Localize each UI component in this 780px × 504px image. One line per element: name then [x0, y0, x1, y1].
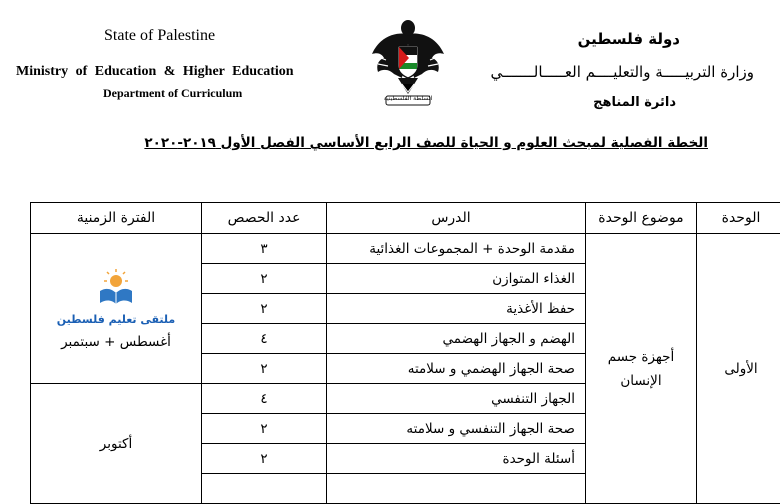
forum-logo-text: ملتقى تعليم فلسطين: [56, 313, 176, 326]
lesson-cell: صحة الجهاز الهضمي و سلامته: [327, 354, 586, 384]
lesson-cell: الجهاز التنفسي: [327, 384, 586, 414]
lesson-cell: الغذاء المتوازن: [327, 264, 586, 294]
header-topic: موضوع الوحدة: [586, 203, 697, 234]
table-header-row: [31, 203, 780, 234]
period-cell-second: أكتوبر: [31, 384, 202, 504]
period-first-text: أغسطس + سبتمبر: [31, 334, 201, 350]
lesson-cell: صحة الجهاز التنفسي و سلامته: [327, 414, 586, 444]
count-cell: ٢: [202, 264, 327, 294]
english-state-name: State of Palestine: [104, 27, 215, 45]
topic-text: أجهزة جسم الإنسان: [601, 345, 681, 393]
header-unit: الوحدة: [697, 203, 780, 234]
arabic-department-name: دائرة المناهج: [593, 95, 676, 110]
lesson-cell-empty: [327, 474, 586, 504]
english-ministry-name: Ministry of Education & Higher Education: [16, 64, 294, 80]
lesson-cell: مقدمة الوحدة + المجموعات الغذائية: [327, 234, 586, 264]
lesson-cell: حفظ الأغذية: [327, 294, 586, 324]
header-count: عدد الحصص: [202, 203, 327, 234]
count-cell-empty: [202, 474, 327, 504]
table-row: [31, 234, 780, 264]
lesson-cell: أسئلة الوحدة: [327, 444, 586, 474]
topic-cell: [586, 234, 697, 504]
book-sun-icon: [96, 267, 136, 307]
count-cell: ٣: [202, 234, 327, 264]
count-cell: ٤: [202, 384, 327, 414]
period-cell-first: [31, 234, 202, 384]
unit-cell: الأولى: [697, 234, 780, 504]
emblem-caption: السلطة الفلسطينية: [376, 95, 440, 102]
english-department-name: Department of Curriculum: [103, 86, 242, 101]
plan-title: الخطة الفصلية لمبحث العلوم و الحياة للصف الرابع الأساسي الفصل الأول ٢٠١٩-٢٠٢٠: [144, 135, 708, 151]
lesson-cell: الهضم و الجهاز الهضمي: [327, 324, 586, 354]
arabic-state-name: دولة فلسطين: [578, 30, 680, 48]
header-period: الفترة الزمنية: [31, 203, 202, 234]
count-cell: ٤: [202, 324, 327, 354]
count-cell: ٢: [202, 294, 327, 324]
count-cell: ٢: [202, 414, 327, 444]
arabic-ministry-name: وزارة التربيـــــة والتعليــــم العـــــالـــــــي: [491, 63, 754, 81]
count-cell: ٢: [202, 354, 327, 384]
header-lesson: الدرس: [327, 203, 586, 234]
lesson-plan-table: [30, 202, 780, 504]
count-cell: ٢: [202, 444, 327, 474]
forum-logo: [56, 267, 176, 326]
